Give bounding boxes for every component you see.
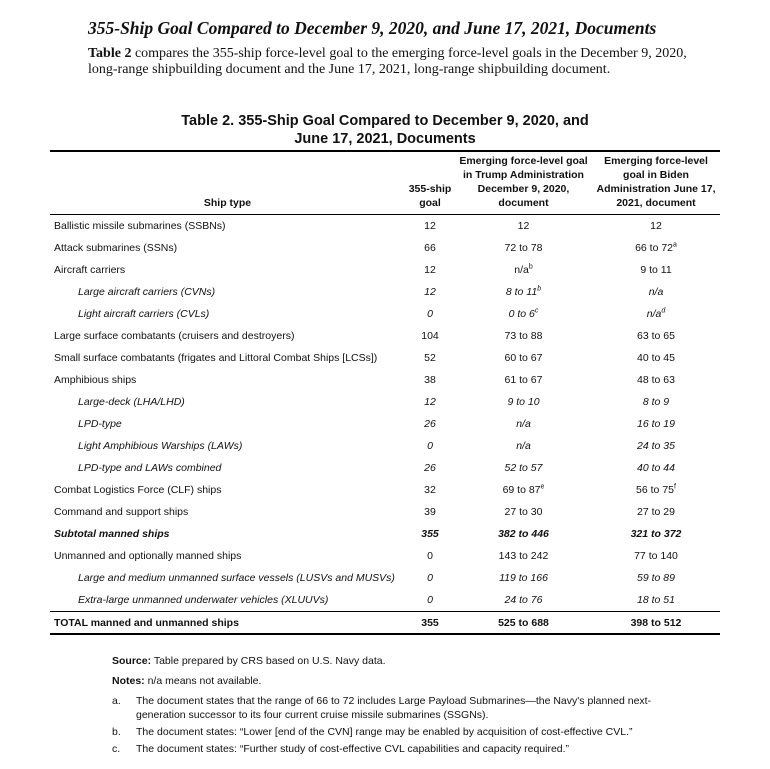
- goal-355-cell-text: 32: [424, 484, 436, 496]
- table-row: [50, 325, 720, 347]
- ship-type-cell-text: Large and medium unmanned surface vessels (LUSVs and MUSVs): [78, 572, 395, 584]
- footnote-ref: a: [673, 241, 677, 249]
- ship-type-cell: [50, 281, 405, 303]
- biden-goal-cell-text: 63 to 65: [637, 330, 675, 342]
- table-row: [50, 413, 720, 435]
- table-row: [50, 612, 720, 635]
- trump-goal-cell-text: 525 to 688: [498, 616, 549, 629]
- ship-type-cell-text: Command and support ships: [54, 506, 189, 518]
- biden-goal-cell-text: 40 to 44: [637, 462, 675, 474]
- trump-goal-cell: [455, 237, 592, 259]
- intro-paragraph: [88, 46, 688, 78]
- ship-type-cell: [50, 479, 405, 501]
- ship-type-cell-text: Small surface combatants (frigates and Littoral Combat Ships [LCSs]): [54, 352, 378, 364]
- goal-355-cell: [405, 567, 455, 589]
- ship-type-cell: [50, 237, 405, 259]
- goal-355-cell-text: 12: [424, 396, 436, 408]
- ship-type-cell-text: LPD-type: [78, 418, 122, 430]
- trump-goal-cell: [455, 589, 592, 612]
- table-row: [50, 435, 720, 457]
- table-row: [50, 237, 720, 259]
- biden-goal-cell-text: 56 to 75: [636, 484, 674, 496]
- biden-goal-cell: [592, 457, 720, 479]
- biden-goal-cell-text: 24 to 35: [637, 440, 675, 452]
- goal-355-cell-text: 12: [424, 220, 436, 232]
- biden-goal-cell-text: 18 to 51: [637, 594, 675, 606]
- goal-355-cell: [405, 435, 455, 457]
- table-row: [50, 347, 720, 369]
- biden-goal-cell-text: 48 to 63: [637, 374, 675, 386]
- ship-type-cell: [50, 303, 405, 325]
- footnote-ref: b: [528, 263, 533, 271]
- biden-goal-cell-text: 321 to 372: [630, 528, 682, 540]
- ship-type-cell-text: TOTAL manned and unmanned ships: [54, 616, 239, 629]
- ship-type-cell-text: Attack submarines (SSNs): [54, 242, 178, 254]
- goal-355-cell-text: 0: [427, 308, 433, 320]
- ship-type-cell: [50, 347, 405, 369]
- trump-goal-cell-text: 119 to 166: [499, 572, 548, 584]
- footnote-ref: b: [537, 285, 542, 293]
- footnote-b: [112, 725, 672, 739]
- biden-goal-cell-text: 16 to 19: [637, 418, 675, 430]
- biden-goal-cell-text: 40 to 45: [637, 352, 675, 364]
- header-ship-type: Ship type: [50, 151, 405, 215]
- trump-goal-cell-text: 69 to 87: [502, 484, 541, 496]
- biden-goal-cell: [592, 325, 720, 347]
- ship-type-cell-text: Light Amphibious Warships (LAWs): [78, 440, 243, 452]
- source-text: Table prepared by CRS based on U.S. Navy data.: [151, 655, 386, 667]
- trump-goal-cell: [455, 501, 592, 523]
- biden-goal-cell: [592, 523, 720, 545]
- trump-goal-cell-text: 52 to 57: [504, 462, 543, 474]
- ship-type-cell-text: Extra-large unmanned underwater vehicles (XLUUVs): [78, 594, 329, 606]
- goal-355-cell: [405, 457, 455, 479]
- biden-goal-cell-text: 9 to 11: [640, 264, 672, 276]
- goal-355-cell-text: 104: [421, 330, 439, 342]
- goal-355-cell-text: 0: [427, 440, 433, 452]
- footnote-c: [112, 742, 672, 756]
- intro-text: compares the 355-ship force-level goal to the emerging force-level goals in the December 9, 2020, long-range shipbuilding document and the June 17, 2021, long-range shipbuilding document.: [88, 46, 687, 77]
- table-body: [50, 215, 720, 635]
- ship-type-cell: [50, 545, 405, 567]
- ship-type-cell-text: LPD-type and LAWs combined: [78, 462, 222, 474]
- trump-goal-cell: [455, 391, 592, 413]
- trump-goal-cell-text: 12: [517, 220, 530, 232]
- table-row: [50, 545, 720, 567]
- trump-goal-cell-text: 382 to 446: [498, 528, 549, 540]
- ship-type-cell: [50, 435, 405, 457]
- table-row: [50, 369, 720, 391]
- biden-goal-cell: [592, 303, 720, 325]
- notes-text: n/a means not available.: [144, 675, 262, 687]
- footnote-ref: c: [534, 307, 539, 315]
- biden-goal-cell-text: 59 to 89: [637, 572, 675, 584]
- goal-355-cell: [405, 501, 455, 523]
- trump-goal-cell: [455, 523, 592, 545]
- footnote-mark: b.: [112, 726, 121, 738]
- footnote-mark: c.: [112, 743, 121, 755]
- goal-355-cell-text: 12: [424, 264, 436, 276]
- biden-goal-cell: [592, 281, 720, 303]
- ship-type-cell: [50, 567, 405, 589]
- trump-goal-cell: [455, 259, 592, 281]
- biden-goal-cell-text: 66 to 72: [635, 242, 674, 254]
- table-row: [50, 501, 720, 523]
- footnote-text: The document states: “Lower [end of the CVN] range may be enabled by acquisition of cost-effective CVL.”: [136, 726, 633, 738]
- biden-goal-cell: [592, 545, 720, 567]
- biden-goal-cell: [592, 612, 720, 635]
- table-row: [50, 523, 720, 545]
- header-trump-goal: Emerging force-level goal in Trump Administration December 9, 2020, document: [455, 151, 592, 215]
- trump-goal-cell-text: 60 to 67: [504, 352, 543, 364]
- biden-goal-cell: [592, 215, 720, 238]
- table-title-line1: Table 2. 355-Ship Goal Compared to December 9, 2020, and: [181, 113, 589, 129]
- trump-goal-cell: [455, 545, 592, 567]
- table-row: [50, 215, 720, 238]
- table-notes: [112, 654, 672, 759]
- table-row: [50, 281, 720, 303]
- table-row: [50, 589, 720, 612]
- footnote-ref: d: [661, 307, 666, 315]
- trump-goal-cell-text: 72 to 78: [504, 242, 543, 254]
- biden-goal-cell-text: 398 to 512: [630, 616, 682, 629]
- trump-goal-cell-text: 61 to 67: [504, 374, 543, 386]
- footnote-a: [112, 694, 672, 722]
- trump-goal-cell-text: 27 to 30: [504, 506, 543, 518]
- trump-goal-cell-text: 143 to 242: [498, 550, 549, 562]
- trump-goal-cell: [455, 567, 592, 589]
- biden-goal-cell: [592, 435, 720, 457]
- table-header-row: [50, 151, 720, 215]
- goal-355-cell-text: 0: [427, 550, 433, 562]
- ship-type-cell: [50, 215, 405, 238]
- trump-goal-cell: [455, 413, 592, 435]
- ship-type-cell: [50, 501, 405, 523]
- notes-label: Notes:: [112, 675, 145, 687]
- biden-goal-cell: [592, 259, 720, 281]
- table-title: [50, 112, 720, 148]
- header-biden-goal: Emerging force-level goal in Biden Administration June 17, 2021, document: [592, 151, 720, 215]
- biden-goal-cell: [592, 413, 720, 435]
- trump-goal-cell: [455, 479, 592, 501]
- trump-goal-cell: [455, 215, 592, 238]
- trump-goal-cell: [455, 435, 592, 457]
- goal-355-cell-text: 355: [421, 616, 439, 629]
- table-row: [50, 567, 720, 589]
- goal-355-cell: [405, 347, 455, 369]
- trump-goal-cell-text: 73 to 88: [504, 330, 543, 342]
- trump-goal-cell-text: 24 to 76: [504, 594, 543, 606]
- goal-355-cell-text: 0: [427, 594, 433, 606]
- biden-goal-cell: [592, 567, 720, 589]
- goal-355-cell: [405, 215, 455, 238]
- biden-goal-cell: [592, 369, 720, 391]
- biden-goal-cell-text: 77 to 140: [634, 550, 678, 562]
- biden-goal-cell-text: 12: [650, 220, 662, 232]
- header-355-goal: 355-ship goal: [405, 151, 455, 215]
- trump-goal-cell-text: n/a: [514, 264, 529, 276]
- ship-type-cell-text: Ballistic missile submarines (SSBNs): [54, 220, 226, 232]
- ship-type-cell: [50, 369, 405, 391]
- goal-355-cell: [405, 523, 455, 545]
- goal-355-cell: [405, 369, 455, 391]
- ship-type-cell-text: Combat Logistics Force (CLF) ships: [54, 484, 222, 496]
- section-heading: 355-Ship Goal Compared to December 9, 2020, and June 17, 2021, Documents: [88, 18, 657, 38]
- ship-type-cell: [50, 612, 405, 635]
- ship-type-cell-text: Large-deck (LHA/LHD): [78, 396, 185, 408]
- goal-355-cell: [405, 259, 455, 281]
- ship-goal-table: [50, 150, 720, 635]
- footnote-text: The document states: “Further study of cost-effective CVL capabilities and capacity required.”: [136, 743, 570, 755]
- ship-type-cell-text: Aircraft carriers: [54, 264, 126, 276]
- table-row: [50, 259, 720, 281]
- goal-355-cell-text: 38: [424, 374, 436, 386]
- biden-goal-cell-text: 8 to 9: [642, 396, 670, 408]
- source-label: Source:: [112, 655, 152, 667]
- goal-355-cell-text: 26: [424, 462, 436, 474]
- goal-355-cell: [405, 589, 455, 612]
- goal-355-cell: [405, 545, 455, 567]
- goal-355-cell: [405, 281, 455, 303]
- trump-goal-cell: [455, 325, 592, 347]
- ship-type-cell: [50, 523, 405, 545]
- goal-355-cell: [405, 303, 455, 325]
- goal-355-cell-text: 355: [421, 528, 439, 540]
- ship-type-cell: [50, 259, 405, 281]
- trump-goal-cell-text: n/a: [516, 418, 531, 430]
- goal-355-cell-text: 0: [427, 572, 433, 584]
- biden-goal-cell: [592, 347, 720, 369]
- biden-goal-cell: [592, 501, 720, 523]
- biden-goal-cell-text: n/a: [646, 308, 662, 320]
- biden-goal-cell: [592, 237, 720, 259]
- ship-type-cell-text: Large aircraft carriers (CVNs): [78, 286, 216, 298]
- trump-goal-cell: [455, 612, 592, 635]
- biden-goal-cell-text: 27 to 29: [637, 506, 675, 518]
- biden-goal-cell: [592, 391, 720, 413]
- ship-type-cell-text: Large surface combatants (cruisers and destroyers): [54, 330, 295, 342]
- trump-goal-cell: [455, 347, 592, 369]
- footnote-ref: e: [540, 483, 545, 491]
- trump-goal-cell: [455, 303, 592, 325]
- notes-line: [112, 674, 672, 688]
- ship-type-cell-text: Light aircraft carriers (CVLs): [78, 308, 210, 320]
- ship-type-cell: [50, 457, 405, 479]
- goal-355-cell: [405, 413, 455, 435]
- ship-type-cell-text: Unmanned and optionally manned ships: [54, 550, 242, 562]
- goal-355-cell-text: 52: [424, 352, 436, 364]
- goal-355-cell-text: 26: [424, 418, 436, 430]
- ship-type-cell: [50, 325, 405, 347]
- table-title-line2: June 17, 2021, Documents: [294, 131, 476, 147]
- trump-goal-cell-text: 9 to 10: [507, 396, 540, 408]
- goal-355-cell-text: 39: [424, 506, 436, 518]
- ship-type-cell: [50, 391, 405, 413]
- footnote-ref: f: [674, 483, 676, 491]
- trump-goal-cell: [455, 281, 592, 303]
- trump-goal-cell-text: n/a: [516, 440, 531, 452]
- biden-goal-cell-text: n/a: [648, 286, 664, 298]
- ship-type-cell: [50, 413, 405, 435]
- goal-355-cell: [405, 612, 455, 635]
- goal-355-cell: [405, 325, 455, 347]
- footnote-mark: a.: [112, 695, 121, 707]
- footnote-text: The document states that the range of 66 to 72 includes Large Payload Submarines—the Navy's planned next-generation successor to its four current cruise missile submarines (SSGNs).: [136, 695, 652, 721]
- table-row: [50, 391, 720, 413]
- ship-type-cell-text: Subtotal manned ships: [54, 528, 170, 540]
- ship-type-cell: [50, 589, 405, 612]
- goal-355-cell-text: 66: [424, 242, 436, 254]
- intro-table-ref: Table 2: [88, 46, 132, 61]
- trump-goal-cell-text: 8 to 11: [505, 286, 538, 298]
- goal-355-cell: [405, 391, 455, 413]
- ship-type-cell-text: Amphibious ships: [54, 374, 137, 386]
- trump-goal-cell: [455, 457, 592, 479]
- trump-goal-cell: [455, 369, 592, 391]
- source-note: [112, 654, 672, 668]
- goal-355-cell: [405, 237, 455, 259]
- goal-355-cell: [405, 479, 455, 501]
- trump-goal-cell-text: 0 to 6: [508, 308, 535, 320]
- table-row: [50, 303, 720, 325]
- biden-goal-cell: [592, 589, 720, 612]
- biden-goal-cell: [592, 479, 720, 501]
- goal-355-cell-text: 12: [424, 286, 436, 298]
- table-row: [50, 457, 720, 479]
- table-row: [50, 479, 720, 501]
